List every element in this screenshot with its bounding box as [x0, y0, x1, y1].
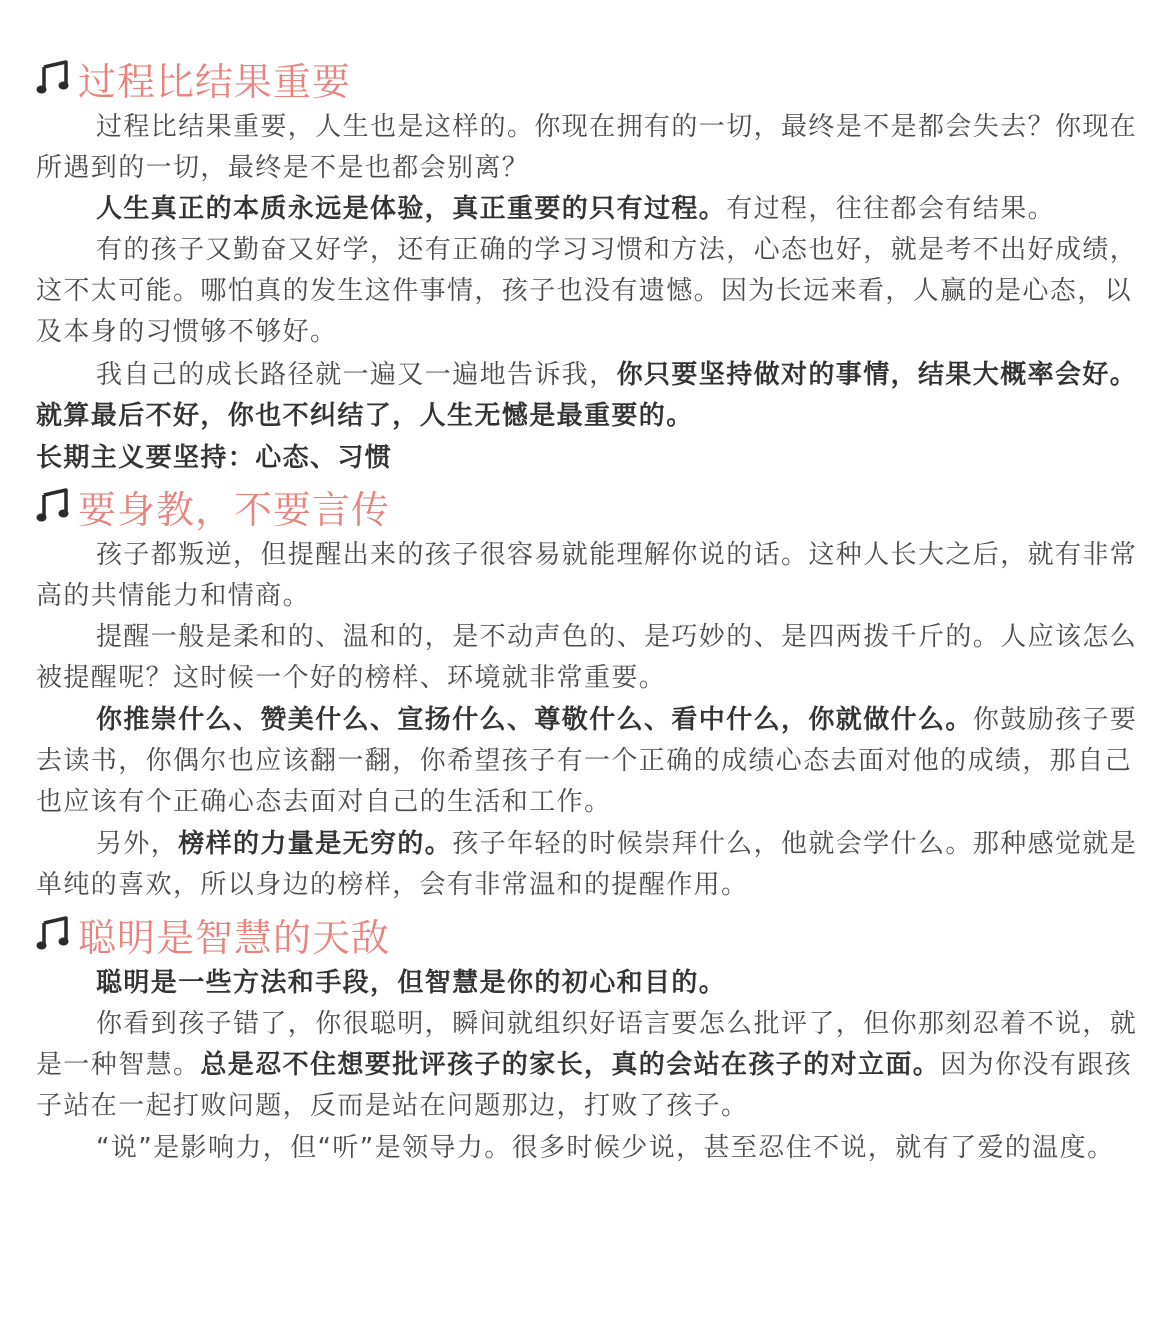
- text-run: 孩子都叛逆，但提醒出来的孩子很容易就能理解你说的话。这种人长大之后，就有非常高的共情能力和情商。: [36, 540, 1138, 611]
- text-run: 孩子年轻的时候崇拜什么，他就会学什么。那种感觉就是单纯的喜欢，所以身边的榜样，会有非常温和的提醒作用。: [36, 829, 1138, 900]
- paragraph-3-1: [36, 963, 1146, 1004]
- bold-text-run: 长期主义要坚持：心态、习惯: [36, 443, 393, 473]
- bold-text-run: 聪明是一些方法和手段，但智慧是你的初心和目的。: [96, 968, 727, 998]
- section-heading-2: [36, 480, 390, 532]
- text-run: 因为你没有跟孩子站在一起打败问题，反而是站在问题那边，打败了孩子。: [36, 1050, 1133, 1121]
- text-run: 提醒一般是柔和的、温和的，是不动声色的、是巧妙的、是四两拨千斤的。人应该怎么被提醒呢？这时候一个好的榜样、环境就非常重要。: [36, 622, 1138, 693]
- section-heading-1: [36, 52, 351, 104]
- paragraph-2-3: [36, 700, 1146, 823]
- section-heading-3: [36, 908, 390, 960]
- paragraph-2-1: [36, 535, 1146, 617]
- paragraph-1-1: [36, 107, 1146, 189]
- paragraph-1-4: [36, 355, 1146, 437]
- music-note-icon: [36, 58, 72, 98]
- paragraph-3-3: [36, 1128, 1146, 1169]
- music-note-icon: [36, 486, 72, 526]
- bold-text-run: 人生真正的本质永远是体验，真正重要的只有过程。: [96, 194, 727, 224]
- bold-text-run: 你只要坚持做对的事情，结果大概率会好。就算最后不好，你也不纠结了，人生无憾是最重要的。: [36, 360, 1138, 431]
- music-note-icon: [36, 914, 72, 954]
- bold-text-run: 总是忍不住想要批评孩子的家长，真的会站在孩子的对立面。: [200, 1050, 941, 1080]
- text-run: 你看到孩子错了，你很聪明，瞬间就组织好语言要怎么批评了，但你那刻忍着不说，就是一种智慧。: [36, 1009, 1138, 1080]
- text-run: 有的孩子又勤奋又好学，还有正确的学习习惯和方法，心态也好，就是考不出好成绩，这不太可能。哪怕真的发生这件事情，孩子也没有遗憾。因为长远来看，人赢的是心态，以及本身的习惯够不够好。: [36, 235, 1138, 347]
- text-run: 有过程，往往都会有结果。: [726, 194, 1056, 224]
- paragraph-1-2: [36, 189, 1146, 230]
- text-run: 另外，: [96, 829, 179, 859]
- bold-text-run: 榜样的力量是无穷的。: [178, 829, 453, 859]
- text-run: “说”是影响力，但“听”是领导力。很多时候少说，甚至忍住不说，就有了爱的温度。: [96, 1133, 1115, 1163]
- paragraph-1-3: [36, 230, 1146, 353]
- text-run: 你鼓励孩子要去读书，你偶尔也应该翻一翻，你希望孩子有一个正确的成绩心态去面对他的成绩，那自己也应该有个正确心态去面对自己的生活和工作。: [36, 705, 1138, 817]
- paragraph-2-2: [36, 617, 1146, 699]
- bold-text-run: 你推崇什么、赞美什么、宣扬什么、尊敬什么、看中什么，你就做什么。: [96, 705, 973, 735]
- paragraph-3-2: [36, 1004, 1146, 1127]
- section-title-1: 过程比结果重要: [78, 59, 352, 104]
- paragraph-1-5: [36, 438, 1146, 479]
- paragraph-2-4: [36, 824, 1146, 906]
- section-title-3: 聪明是智慧的天敌: [78, 915, 391, 960]
- section-title-2: 要身教，不要言传: [78, 487, 391, 532]
- text-run: 过程比结果重要，人生也是这样的。你现在拥有的一切，最终是不是都会失去？你现在所遇到的一切，最终是不是也都会别离？: [36, 112, 1138, 183]
- text-run: 我自己的成长路径就一遍又一遍地告诉我，: [96, 360, 617, 390]
